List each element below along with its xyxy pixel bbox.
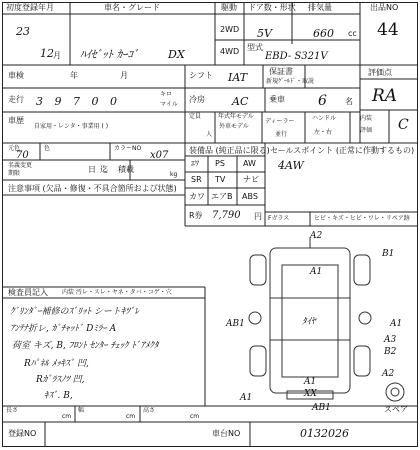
- kg-unit: kg: [170, 171, 178, 178]
- chassis-no-label: 車台NO: [212, 429, 241, 438]
- recycle-value: 7,790: [212, 210, 241, 221]
- color-no-label: カラーNO: [114, 145, 142, 152]
- equip-ewa: ｴﾜ: [191, 159, 199, 168]
- inspector-line-4: Rﾊﾟﾈﾙ ﾒｯｷｽﾞ 凹,: [24, 359, 89, 369]
- seats-label: 乗車: [269, 95, 285, 104]
- inspector-line-6: ｷｽﾞ. B,: [44, 391, 73, 401]
- length-label: 長さ: [6, 407, 19, 414]
- shaken-year-unit: 年: [70, 71, 78, 80]
- color-no-value: x07: [150, 150, 169, 161]
- year-model-label: 年式年モデル: [218, 113, 254, 120]
- diagram-mark-b1: B1: [382, 249, 395, 259]
- shift-label: シフト: [189, 71, 213, 80]
- interior-grade-value: C: [398, 117, 409, 133]
- equip-sr: SR: [191, 175, 202, 184]
- equip-kawa: カワ: [189, 192, 205, 201]
- inspector-line-3: 荷室 キズ, B, ﾌﾛﾝﾄ ｾﾝﾀｰ ﾁｪｯｸ ﾄﾞｱﾒｸﾀ: [12, 341, 159, 351]
- diagram-mark-xx: XX: [304, 389, 317, 399]
- history-options: 自家用・レンタ・事業用 ( ): [34, 123, 109, 130]
- exhibit-no-label: 出品NO: [370, 3, 399, 12]
- chassis-no-value: 0132026: [300, 427, 349, 440]
- width-label: 幅: [78, 407, 85, 414]
- original-color-value: 70: [16, 150, 29, 161]
- left-right: 左・右: [314, 129, 333, 136]
- height-cm: cm: [190, 413, 200, 420]
- inspector-line-1: ｸﾞﾘﾝﾀﾞｰ補修のｽﾞﾘｯﾄ シートｷﾂﾞﾚ: [10, 307, 139, 317]
- mileage-label: 走行: [8, 95, 24, 104]
- diagram-mark-ab1-bottom: AB1: [312, 403, 331, 413]
- mile-unit: マイル: [160, 101, 178, 108]
- equip-aw: AW: [243, 159, 256, 168]
- width-cm: cm: [126, 413, 136, 420]
- reg-no-label: 登録NO: [8, 429, 37, 438]
- warranty-label: 保証書: [269, 67, 293, 76]
- parallel-label: 並行: [275, 131, 288, 138]
- aircon-label: 冷房: [189, 95, 205, 104]
- capacity2-label: 積載: [118, 165, 134, 174]
- doors-value: 5V: [257, 27, 272, 40]
- mileage-value: 3 9 7 0 0: [36, 95, 121, 108]
- diagram-mark-b2: B2: [384, 347, 397, 357]
- equip-abs: ABS: [242, 192, 258, 201]
- handle-label: ハンドル: [312, 115, 337, 122]
- yen-unit: 円: [254, 212, 262, 221]
- drive-label: 駆動: [221, 3, 237, 12]
- name-change-label: 名義変更: [8, 162, 33, 169]
- interior-label: 内装: [360, 115, 373, 122]
- spare-label: スペア: [384, 405, 408, 414]
- diagram-mark-a1-bottom: A1: [240, 393, 253, 403]
- capacity-unit: 人: [206, 131, 213, 138]
- shaken-month-unit: 月: [120, 71, 128, 80]
- reg-year-value: 23: [16, 25, 30, 38]
- glass-label: Fガラス: [268, 215, 290, 222]
- diagram-mark-a1-rear: A1: [304, 377, 317, 387]
- diagram-mark-a2-top: A2: [310, 231, 323, 241]
- vehicle-diagram: [249, 238, 404, 401]
- drive-4wd: 4WD: [220, 47, 240, 56]
- shift-value: IAT: [228, 71, 248, 84]
- model-label: 型式: [247, 43, 263, 52]
- reg-month-value: 12: [40, 47, 54, 60]
- inspector-options: 内装 汚レ・スレ・ヤネ・タバ・コゲ・穴: [62, 289, 172, 296]
- diagram-mark-a1-top: A1: [310, 267, 323, 277]
- color-label: 色: [44, 145, 51, 152]
- diagram-mark-tire: ﾀｲﾔ: [302, 317, 316, 327]
- sales-point-label: セールスポイント (正常に作動するもの): [270, 146, 415, 155]
- day-unit: 日: [88, 165, 96, 174]
- inspector-title: 検査員記入: [8, 288, 48, 297]
- cc-unit: cc: [348, 29, 357, 38]
- equip-ps: PS: [215, 159, 225, 168]
- km-unit: キロ: [160, 91, 173, 98]
- seats-value: 6: [318, 93, 327, 109]
- equipment-label: 装備品 (純正品に限る): [189, 146, 270, 155]
- model-value: EBD- S321V: [265, 51, 328, 62]
- deadline-label: 期限: [8, 170, 21, 177]
- grade-point-label: 評価点: [368, 68, 392, 77]
- drive-2wd: 2WD: [220, 25, 240, 34]
- equip-airbag: エアB: [211, 192, 233, 201]
- capacity-label: 定員: [189, 113, 202, 120]
- history-label: 車歴: [8, 116, 24, 125]
- consumed-label: 迄: [100, 165, 108, 174]
- inspector-line-5: Rｶﾞﾗｽﾉﾂ 凹,: [36, 375, 85, 385]
- car-name-label: 車名・グレード: [104, 3, 160, 12]
- equip-navi: ナビ: [243, 175, 259, 184]
- caution-label: 注意事項 (欠品・修復・不具合箇所および状態): [8, 184, 177, 193]
- dealer-label: ディーラー: [265, 118, 295, 125]
- warranty-sub: 新規ｸﾞｰﾙﾄﾞ・取説: [266, 78, 315, 85]
- diagram-mark-a3: A3: [384, 335, 397, 345]
- length-cm: cm: [62, 413, 72, 420]
- diagram-mark-a2-right: A2: [382, 369, 395, 379]
- sales-point-value: 4AW: [278, 159, 304, 172]
- grade-point-value: RA: [372, 86, 398, 106]
- diagram-mark-ab1-left: AB1: [226, 319, 245, 329]
- shaken-label: 車検: [8, 71, 24, 80]
- car-name-value: ﾊｲｾﾞｯﾄ ｶｰｺﾞ: [80, 48, 139, 61]
- equip-tv: TV: [215, 175, 226, 184]
- exhibit-no-value: 44: [377, 20, 399, 40]
- recycle-label: R券: [189, 211, 203, 220]
- original-color-label: 元色: [8, 145, 21, 152]
- interior-eval-label: 評価: [360, 127, 373, 134]
- height-label: 高さ: [143, 407, 156, 414]
- inspector-line-2: ｱﾝﾃﾅ折レ, ｶﾞﾁｬｯﾄﾞ Dﾐﾗｰ A: [10, 324, 117, 334]
- aircon-value: AC: [232, 95, 249, 108]
- person-unit: 名: [345, 97, 353, 106]
- diagram-mark-a1-mid: A1: [390, 319, 403, 329]
- month-unit: 月: [53, 51, 61, 60]
- door-label: ドア数・形状: [248, 3, 296, 12]
- displacement-label: 排気量: [308, 3, 332, 12]
- imported-label: 外車モデル: [219, 123, 249, 130]
- displacement-value: 660: [313, 27, 334, 40]
- first-reg-label: 初度登録年月: [6, 3, 54, 12]
- damage-legend: ヒビ・キズ・ヒビ・ワレ・リペア跡: [314, 215, 410, 222]
- grade-value: DX: [168, 48, 185, 61]
